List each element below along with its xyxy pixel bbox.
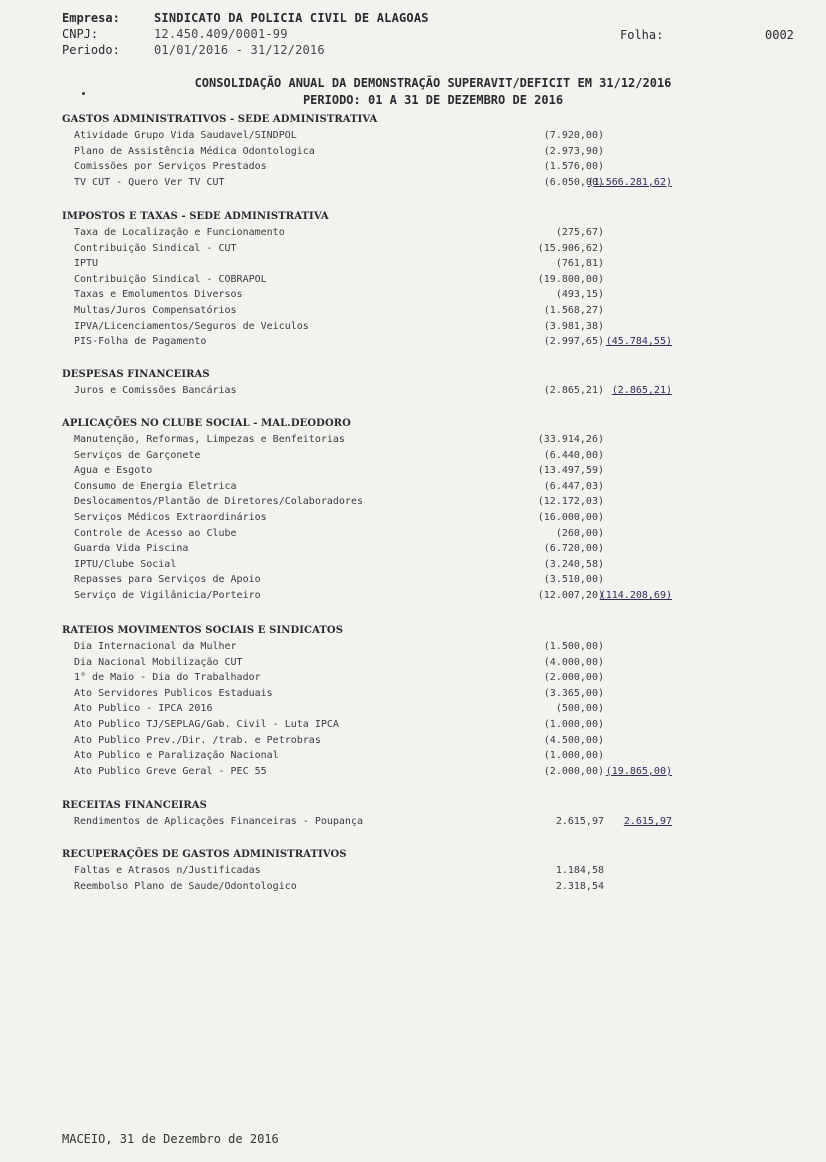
row-amount: (1.576,00) xyxy=(543,161,604,173)
row-amount: (33.914,26) xyxy=(537,434,604,445)
row-description: Multas/Juros Compensatórios xyxy=(74,304,237,316)
row-description: IPTU xyxy=(74,258,99,270)
row-amount: (6.720,00) xyxy=(543,543,604,555)
row-description: Repasses para Serviços de Apoio xyxy=(74,574,261,586)
row-amount: 2.615,97 xyxy=(555,816,604,827)
row-description: Consumo de Energia Eletrica xyxy=(74,480,237,492)
row-amount: (275,67) xyxy=(555,227,604,238)
row-description: TV CUT - Quero Ver TV CUT xyxy=(74,176,225,188)
row-amount: 2.318,54 xyxy=(555,880,604,892)
table-row xyxy=(62,303,782,319)
folha-label: Folha: xyxy=(620,28,664,42)
table-row xyxy=(62,717,782,733)
row-description: Agua e Esgoto xyxy=(74,465,153,477)
section-title: APLICAÇÕES NO CLUBE SOCIAL - MAL.DEODORO xyxy=(62,418,351,429)
table-row xyxy=(62,655,782,671)
table-row xyxy=(62,557,782,573)
row-amount: (2.000,00) xyxy=(543,765,604,777)
row-description: Ato Publico - IPCA 2016 xyxy=(74,703,213,715)
row-amount: (3.981,38) xyxy=(543,320,604,332)
row-description: IPVA/Licenciamentos/Seguros de Veiculos xyxy=(74,320,309,332)
footer-place-date: MACEIO, 31 de Dezembro de 2016 xyxy=(62,1132,279,1146)
table-row xyxy=(62,814,782,830)
table-row xyxy=(62,334,782,350)
section-total: (19.865,00) xyxy=(605,765,672,777)
row-amount: (2.997,65) xyxy=(543,336,604,348)
table-row xyxy=(62,225,782,241)
row-description: Manutenção, Reformas, Limpezas e Benfeitorias xyxy=(74,434,345,445)
row-description: Taxas e Emolumentos Diversos xyxy=(74,289,243,301)
cnpj-value: 12.450.409/0001-99 xyxy=(154,27,288,41)
row-amount: (6.447,03) xyxy=(543,480,604,492)
table-row xyxy=(62,541,782,557)
section-total: 2.615,97 xyxy=(623,816,672,827)
table-row xyxy=(62,748,782,764)
table-row xyxy=(62,701,782,717)
row-amount: (2.973,90) xyxy=(543,145,604,157)
row-description: Atividade Grupo Vida Saudavel/SINDPOL xyxy=(74,130,297,141)
section-title: RECUPERAÇÕES DE GASTOS ADMINISTRATIVOS xyxy=(62,849,347,860)
table-row xyxy=(62,319,782,335)
row-amount: (15.906,62) xyxy=(537,242,604,254)
section-total: (2.865,21) xyxy=(611,385,672,396)
section-5 xyxy=(62,798,782,830)
report-period: PERIODO: 01 A 31 DE DEZEMBRO DE 2016 xyxy=(302,93,564,107)
row-description: Ato Publico Prev./Dir. /trab. e Petrobras xyxy=(74,734,321,746)
row-amount: (3.240,58) xyxy=(543,558,604,570)
table-row xyxy=(62,256,782,272)
table-row xyxy=(62,432,782,448)
table-row xyxy=(62,144,782,160)
section-title: RATEIOS MOVIMENTOS SOCIAIS E SINDICATOS xyxy=(62,625,344,636)
periodo-value: 01/01/2016 - 31/12/2016 xyxy=(154,43,325,57)
row-amount: (3.510,00) xyxy=(543,574,604,586)
table-row xyxy=(62,733,782,749)
table-row xyxy=(62,175,782,191)
header-empresa xyxy=(62,11,429,25)
section-0 xyxy=(62,112,782,190)
row-description: Deslocamentos/Plantão de Diretores/Colaboradores xyxy=(74,496,363,508)
row-description: Contribuição Sindical - COBRAPOL xyxy=(74,273,267,285)
report-title: CONSOLIDAÇÃO ANUAL DA DEMONSTRAÇÃO SUPERAVIT/DEFICIT EM 31/12/2016 xyxy=(194,76,672,90)
table-row xyxy=(62,287,782,303)
row-amount: (13.497,59) xyxy=(537,465,604,477)
row-amount: (4.000,00) xyxy=(543,656,604,668)
table-row xyxy=(62,510,782,526)
row-description: Juros e Comissões Bancárias xyxy=(74,385,237,396)
row-description: Reembolso Plano de Saude/Odontologico xyxy=(74,880,297,892)
table-row xyxy=(62,463,782,479)
row-amount: (493,15) xyxy=(555,289,604,301)
row-description: IPTU/Clube Social xyxy=(74,558,177,570)
row-amount: (19.800,00) xyxy=(537,273,604,285)
row-description: Faltas e Atrasos n/Justificadas xyxy=(74,865,261,876)
row-amount: (1.000,00) xyxy=(543,750,604,762)
row-description: Guarda Vida Piscina xyxy=(74,543,189,555)
table-row xyxy=(62,639,782,655)
row-description: Contribuição Sindical - CUT xyxy=(74,242,237,254)
section-1 xyxy=(62,209,782,350)
row-description: Dia Internacional da Mulher xyxy=(74,641,237,652)
table-row xyxy=(62,272,782,288)
row-description: Serviços Médicos Extraordinários xyxy=(74,511,267,523)
empresa-label: Empresa: xyxy=(62,11,120,25)
section-3 xyxy=(62,416,782,604)
row-description: Ato Publico e Paralização Nacional xyxy=(74,750,279,762)
row-amount: (260,00) xyxy=(555,527,604,539)
table-row xyxy=(62,383,782,399)
table-row xyxy=(62,448,782,464)
row-amount: (761,81) xyxy=(555,258,604,270)
row-description: PIS-Folha de Pagamento xyxy=(74,336,207,348)
row-amount: (6.050,00) xyxy=(543,176,604,188)
section-title: RECEITAS FINANCEIRAS xyxy=(62,800,207,811)
row-amount: (1.500,00) xyxy=(543,641,604,652)
row-amount: (1.000,00) xyxy=(543,718,604,730)
folha-number: 0002 xyxy=(765,28,794,42)
row-amount: (12.007,20) xyxy=(537,589,604,601)
section-2 xyxy=(62,367,782,399)
section-title: GASTOS ADMINISTRATIVOS - SEDE ADMINISTRATIVA xyxy=(62,114,378,125)
row-description: Comissões por Serviços Prestados xyxy=(74,161,267,173)
row-description: Serviços de Garçonete xyxy=(74,449,201,461)
row-amount: 1.184,58 xyxy=(555,865,604,876)
row-description: Controle de Acesso ao Clube xyxy=(74,527,237,539)
table-row xyxy=(62,670,782,686)
row-amount: (7.920,00) xyxy=(543,130,604,141)
table-row xyxy=(62,863,782,879)
table-row xyxy=(62,128,782,144)
row-amount: (2.865,21) xyxy=(543,385,604,396)
section-6 xyxy=(62,847,782,894)
row-description: Rendimentos de Aplicações Financeiras - Poupança xyxy=(74,816,363,827)
table-row xyxy=(62,241,782,257)
table-row xyxy=(62,572,782,588)
row-amount: (12.172,03) xyxy=(537,496,604,508)
row-amount: (16.000,00) xyxy=(537,511,604,523)
empresa-value: SINDICATO DA POLICIA CIVIL DE ALAGOAS xyxy=(154,11,429,25)
table-row xyxy=(62,494,782,510)
row-description: Serviço de Vigilânicia/Porteiro xyxy=(74,589,261,601)
table-row xyxy=(62,879,782,895)
section-total: (45.784,55) xyxy=(605,336,672,348)
table-row xyxy=(62,479,782,495)
section-total: (1.566.281,62) xyxy=(587,176,672,188)
table-row xyxy=(62,526,782,542)
row-description: Dia Nacional Mobilização CUT xyxy=(74,656,243,668)
row-description: Taxa de Localização e Funcionamento xyxy=(74,227,285,238)
section-4 xyxy=(62,623,782,779)
table-row xyxy=(62,686,782,702)
row-amount: (3.365,00) xyxy=(543,687,604,699)
row-amount: (500,00) xyxy=(555,703,604,715)
row-amount: (4.500,00) xyxy=(543,734,604,746)
header-periodo xyxy=(62,43,325,57)
cnpj-label: CNPJ: xyxy=(62,27,99,41)
row-description: Ato Publico Greve Geral - PEC 55 xyxy=(74,765,267,777)
table-row xyxy=(62,764,782,780)
row-description: Ato Publico TJ/SEPLAG/Gab. Civil - Luta IPCA xyxy=(74,718,339,730)
periodo-label: Periodo: xyxy=(62,43,120,57)
table-row xyxy=(62,588,782,604)
table-row xyxy=(62,159,782,175)
section-title: DESPESAS FINANCEIRAS xyxy=(62,369,210,380)
row-amount: (1.568,27) xyxy=(543,304,604,316)
section-title: IMPOSTOS E TAXAS - SEDE ADMINISTRATIVA xyxy=(62,211,329,222)
row-description: 1° de Maio - Dia do Trabalhador xyxy=(74,672,261,684)
row-amount: (6.440,00) xyxy=(543,449,604,461)
section-total: (114.208,69) xyxy=(599,589,672,601)
row-amount: (2.000,00) xyxy=(543,672,604,684)
row-description: Plano de Assistência Médica Odontologica xyxy=(74,145,315,157)
row-description: Ato Servidores Publicos Estaduais xyxy=(74,687,273,699)
header-cnpj xyxy=(62,27,288,41)
